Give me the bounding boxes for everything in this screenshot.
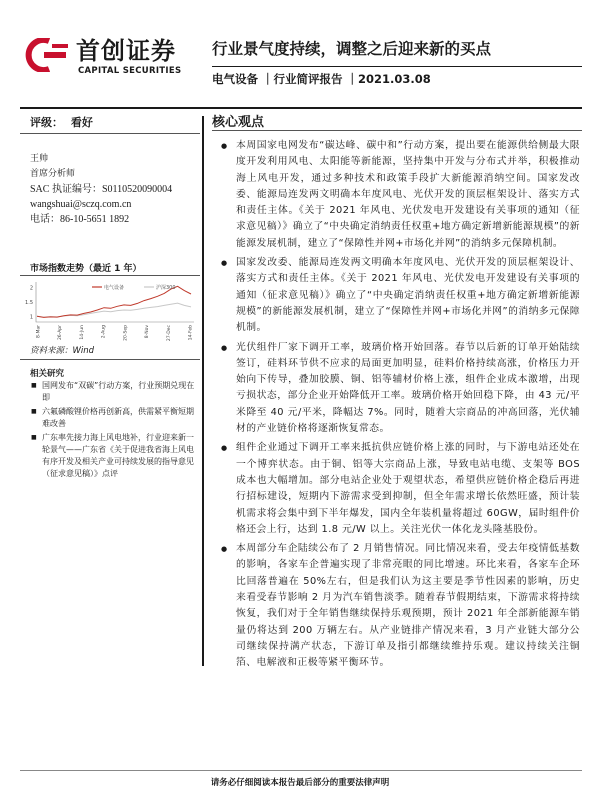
- footer-divider: [20, 770, 582, 771]
- x-tick-label: 14-Jun: [79, 325, 85, 340]
- x-tick-label: 14-Feb: [188, 325, 194, 341]
- core-paragraph: [220, 541, 580, 671]
- core-views-body: [220, 138, 580, 675]
- header-divider: [20, 107, 582, 109]
- x-tick-label: 26-Apr: [58, 325, 64, 341]
- title-divider: [212, 66, 582, 67]
- rating-divider: [20, 133, 200, 134]
- analyst-info: [30, 152, 172, 227]
- chart-divider: [20, 275, 200, 276]
- related-item[interactable]: ■ 六氟磷酸锂价格再创新高，供需紧平衡短期难改善: [30, 406, 200, 430]
- legend-label: 电气设备: [104, 285, 125, 291]
- bullet-icon: ●: [221, 259, 228, 268]
- chart-source: 资料来源：Wind: [30, 346, 95, 356]
- related-item[interactable]: ■ 广东率先接力海上风电地补，行业迎来新一轮景气——广东省《关于促进我省海上风电有序开发及相关产业可持续发展的指导意见（征求意见稿）》点评: [30, 432, 200, 480]
- legend-label: 沪深300: [156, 285, 176, 291]
- y-tick-label: 1: [29, 314, 33, 321]
- core-divider: [212, 130, 582, 131]
- company-logo-icon: [22, 38, 72, 72]
- report-title: 行业景气度持续，调整之后迎来新的买点: [212, 40, 492, 58]
- footer-disclaimer: 请务必仔细阅读本报告最后部分的重要法律声明: [210, 778, 390, 788]
- core-paragraph: [220, 255, 580, 336]
- paragraph-text: 本周部分车企陆续公布了 2 月销售情况。同比情况来看，受去年疫情低基数的影响，各家车企普遍实现了非常亮眼的同比增速。环比来看，各家车企环比回落普遍在 50%左右，但是我们认为这主要是季节性因素的影响，历史来看受春节影响 2 月为汽车销售淡季。随着春节假期结束，下游需求将持续恢复，我们对于全年销售继续保持乐观预期，预计 2021 年全部新能源车销量仍将达到 200 万辆左右。从产业链排产情况来看，3 月产业链大部分公司继续保持满产状态，下游订单及指引都继续维持乐观。建议持续关注铜箔、电解液和正极等紧平衡环节。: [236, 543, 580, 669]
- bullet-icon: ●: [221, 545, 228, 554]
- x-tick-label: 8-Mar: [36, 325, 42, 338]
- core-paragraph: [220, 138, 580, 252]
- analyst-phone: 电话：86-10-5651 1892: [30, 214, 130, 225]
- related-item[interactable]: ■ 国网发布“双碳”行动方案，行业预期兑现在即: [30, 380, 200, 404]
- analyst-name: 王帅: [30, 154, 49, 164]
- related-research-list: [30, 380, 200, 482]
- related-research-title: 相关研究: [30, 369, 65, 379]
- series-line: [37, 303, 191, 317]
- core-views-title: 核心观点: [212, 115, 265, 130]
- x-tick-label: 2-Aug: [101, 325, 107, 339]
- paragraph-text: 光伏组件厂家下调开工率，玻璃价格开始回落。春节以后新的订单开始陆续签订，硅料环节供不应求的局面更加明显，硅料价格持续高涨，价格压力开始向下传导，叠加胶膜、铜、铝等辅材价格上涨，组件企业成本激增，出现亏损状态，部分企业开始降低开工率。玻璃价格开始回稳下降，由 43 元/平米降至 40 元/平米，降幅达 7%。同时，随着大宗商品的冲高回落，光伏辅材的产业链价格将逐渐恢复常态。: [236, 341, 580, 435]
- x-tick-label: 20-Sep: [123, 325, 129, 341]
- x-tick-label: 27-Dec: [166, 325, 172, 342]
- paragraph-text: 本周国家电网发布“碳达峰、碳中和”行动方案，提出要在能源供给侧最大限度开发利用风电、太阳能等新能源，坚持集中开发与分布式并举，积极推动海上风电开发，通过多种技术和政策手段扩大新能源消纳空间。国家发改委、能源局连发两文明确本年度风电、光伏开发的顶层框架设计、落实方式和责任主体。《关于 2021 年风电、光伏发电开发建设有关事项的通知（征求意见稿）》确立了“中央确定消纳责任权重+地方确定新增新能源规模”的新能源发展机制，建立了“保障性并网+市场化并网”的消纳多元保障机制。: [236, 140, 580, 249]
- rating: [30, 114, 93, 130]
- source-divider: [20, 359, 200, 360]
- bullet-icon: ●: [221, 444, 228, 453]
- logo-english: CAPITAL SECURITIES: [78, 66, 182, 76]
- bullet-icon: ●: [221, 343, 228, 352]
- bullet-icon: ●: [221, 142, 228, 150]
- core-paragraph: [220, 340, 580, 438]
- y-tick-label: 2: [29, 285, 33, 292]
- analyst-email[interactable]: wangshuai@sczq.com.cn: [30, 199, 132, 210]
- analyst-role: 首席分析师: [30, 169, 76, 179]
- logo-text: 首创证券: [76, 37, 176, 65]
- paragraph-text: 组件企业通过下调开工率来抵抗供应链价格上涨的同时，与下游电站还处在一个博弈状态。由于铜、铝等大宗商品上涨，导致电站电缆、支架等 BOS 成本也大幅增加。部分电站企业处于观望状态，希望供应链价格企稳后再进行招标建设，短期内下游需求受到抑制，但全年需求增长依然旺盛，预计装机需求将会集中到下半年爆发，国内全年装机量将超过 60GW，届时组件价格还会上行，达到 1.8 元/W 以上。关注光伏一体化龙头隆基股份。: [236, 442, 580, 535]
- paragraph-text: 国家发改委、能源局连发两文明确本年度风电、光伏开发的顶层框架设计、落实方式和责任主体。《关于 2021 年风电、光伏发电开发建设有关事项的通知（征求意见稿）》确立了“中央确定消纳责任权重+地方确定新增新能源规模”的新能源发展机制，建立了“保障性并网+市场化并网”的消纳多元保障机制。: [236, 257, 580, 334]
- x-tick-label: 8-Nov: [145, 325, 151, 339]
- analyst-cert: SAC 执证编号：S0110520090004: [30, 184, 173, 195]
- chart-title: 市场指数走势（最近 1 年）: [30, 264, 142, 274]
- rating-label: 评级：: [30, 116, 63, 129]
- market-index-chart: [22, 278, 198, 342]
- rating-value: 看好: [70, 116, 93, 129]
- core-paragraph: [220, 440, 580, 538]
- column-divider: [202, 116, 204, 666]
- y-tick-label: 1.5: [25, 300, 33, 306]
- report-subtitle: 电气设备 ｜行业简评报告 ｜2021.03.08: [212, 72, 431, 86]
